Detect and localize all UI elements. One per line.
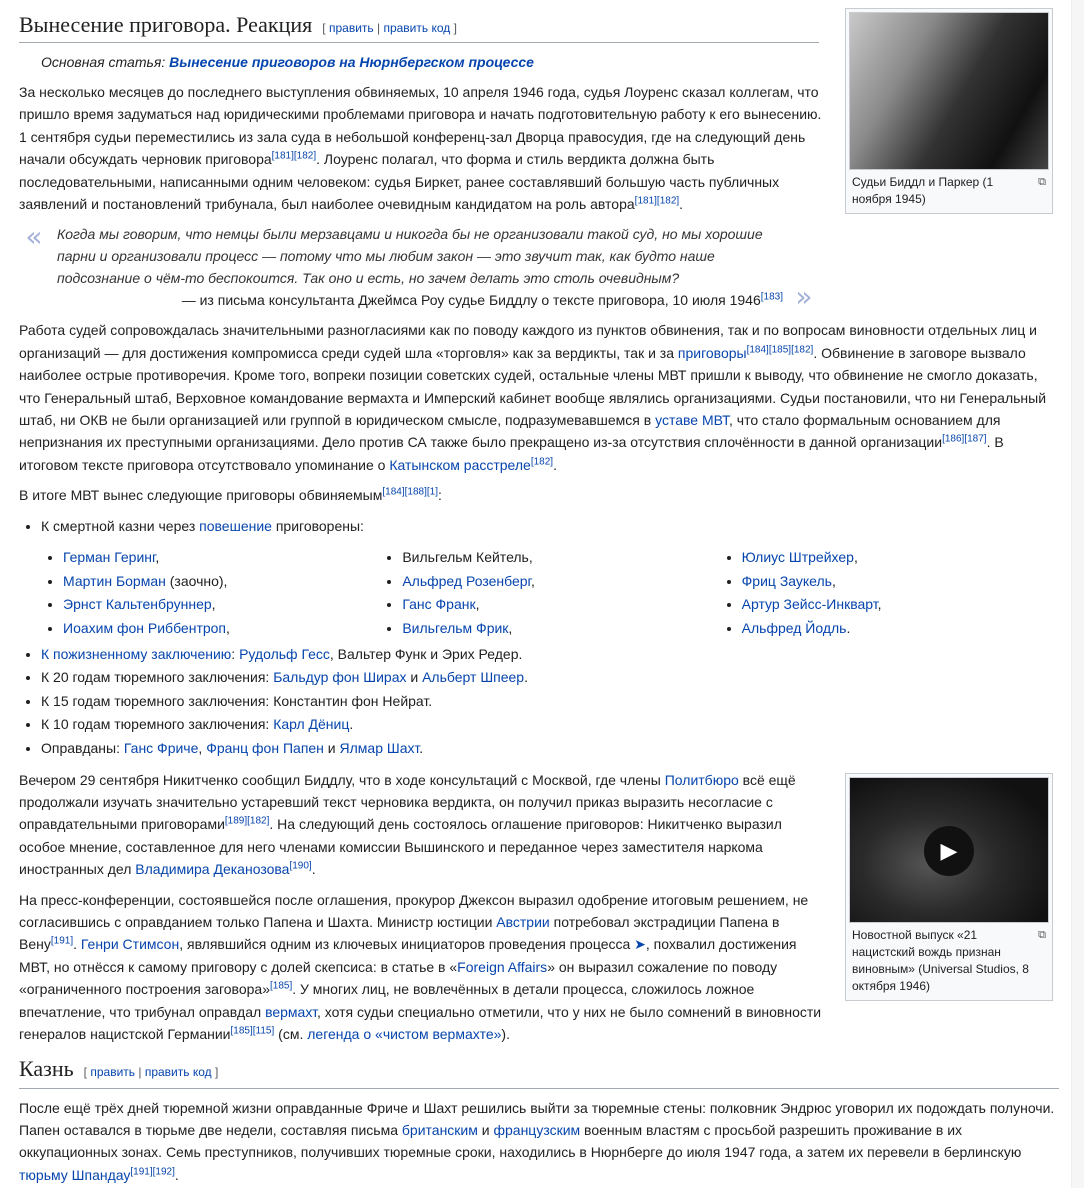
- text: .: [349, 716, 354, 733]
- magnify-icon[interactable]: ⧉: [1038, 176, 1046, 188]
- reference: [382, 487, 404, 498]
- reference-link[interactable]: [183]: [760, 291, 783, 303]
- edit-link[interactable]: править: [90, 1064, 136, 1079]
- list-item: [402, 593, 719, 617]
- death-sentence-column: [380, 546, 719, 640]
- edit-links: [84, 1065, 219, 1079]
- reference: [272, 151, 294, 162]
- text: , Вальтер Функ и Эрих Редер.: [329, 645, 523, 662]
- section-title: Вынесение приговора. Реакция: [19, 12, 313, 37]
- text: , что стало формальным основанием для непризнания их преступными организациями. Дело против СА также было прекращено из-за отсутствия сплочённости в данной организации: [19, 412, 1001, 451]
- blockquote: [19, 220, 819, 314]
- text: Работа судей сопровождалась значительными разногласиями как по поводу каждого из пунктов обвинения, так и по вопросам виновности отдельных лиц и организаций — для достижения компромисса среди судей шла «торговля» как за вердикты, так и за: [19, 322, 1037, 361]
- text: ,: [508, 620, 513, 637]
- list-item: [742, 617, 1059, 641]
- text: ,: [530, 572, 535, 589]
- reference: [942, 434, 964, 445]
- reference: [427, 487, 438, 498]
- text: .: [846, 620, 851, 637]
- other-sentences-list: [19, 643, 1059, 761]
- text: За несколько месяцев до последнего выступления обвиняемых, 10 апреля 1946 года, судья Лоуренс сказал коллегам, что пришло время задуматься над юридическими проблемами приговора и начать подготовительную работу к его вынесению. 1 сентября судьи переместились из зала суда в небольшой конференц-зал Дворца правосудия, где на следующий день начали обсуждать черновик приговора: [19, 84, 822, 168]
- reference: [964, 434, 986, 445]
- list-item: [63, 546, 380, 570]
- list-item: [41, 713, 1059, 737]
- list-item: [742, 546, 1059, 570]
- reference-link[interactable]: [192]: [152, 1166, 175, 1178]
- text: (см.: [274, 1026, 308, 1043]
- reference: [405, 487, 427, 498]
- paragraph: [19, 484, 1059, 506]
- text: ,: [831, 572, 836, 589]
- edit-links: [322, 21, 457, 35]
- text: К 15 годам тюремного заключения: Константин фон Нейрат.: [41, 692, 433, 709]
- wiki-link[interactable]: Бальдур фон Ширах: [273, 669, 407, 686]
- text: ).: [501, 1026, 510, 1043]
- text: В итоге МВТ вынес следующие приговоры обвиняемым: [19, 487, 383, 504]
- wiki-link[interactable]: Foreign Affairs: [457, 958, 548, 975]
- text: :: [231, 645, 240, 662]
- photo-biddle-parker[interactable]: [849, 12, 1049, 170]
- text: :: [437, 487, 442, 504]
- paragraph: [19, 319, 1059, 476]
- page-edge: [1071, 0, 1084, 1188]
- wiki-link[interactable]: Эрнст Кальтенбруннер: [63, 596, 212, 613]
- wiki-link[interactable]: Рудольф Гесс: [239, 645, 330, 662]
- list-item: [63, 570, 380, 594]
- reference: [247, 816, 269, 827]
- article-content: [19, 0, 1059, 1188]
- text: Вильгельм Кейтель,: [402, 549, 533, 566]
- text: Вечером 29 сентября Никитченко сообщил Биддлу, что в ходе консультаций с Москвой, где члены: [19, 771, 665, 788]
- reference: [51, 936, 73, 947]
- reference-link[interactable]: [185]: [768, 344, 792, 356]
- quote-text: Когда мы говорим, что немцы были мерзавцами и никогда бы не организовали такой суд, но мы хорошие парни и организовали процесс — потому что мы любим закон — это звучит так, как будто наше подсознание о чём-то беспокоится. Так оно и есть, но зачем делать это столь очевидным?: [57, 226, 763, 287]
- play-icon[interactable]: ▶: [924, 826, 974, 876]
- reference-link[interactable]: [182]: [293, 150, 317, 162]
- text: .: [524, 669, 528, 686]
- text: .: [679, 196, 684, 213]
- text: .: [174, 1166, 179, 1183]
- text: На пресс-конференции, состоявшейся после оглашения, прокурор Джексон выразил одобрение итоговым решением, не согласившись с оправданием только Папена и Шахта. Министр юстиции: [19, 891, 809, 931]
- text: .: [553, 456, 557, 473]
- reference-link[interactable]: [189]: [224, 815, 248, 827]
- reference-link[interactable]: [181]: [271, 150, 294, 162]
- wiki-link[interactable]: британским: [401, 1121, 478, 1138]
- text: , хотя судьи специально отметили, что у них не было сомнений в виновности генералов нацистской Германии: [19, 1003, 822, 1043]
- wiki-link[interactable]: Альфред Розенберг: [402, 572, 531, 589]
- text: ,: [155, 549, 160, 566]
- text: .: [419, 740, 424, 757]
- hatnote-label: Основная статья:: [41, 54, 170, 70]
- quote-body: [49, 223, 789, 311]
- text: К 10 годам тюремного заключения:: [41, 716, 274, 733]
- text: . У многих лиц, не вовлечённых в детали процесса, сложилось ложное впечатление, что трибунал оправдал: [19, 981, 755, 1020]
- wiki-link[interactable]: ➤: [634, 936, 646, 953]
- reference: [769, 344, 791, 355]
- reference-link[interactable]: [188]: [404, 486, 427, 498]
- magnify-icon[interactable]: ⧉: [1038, 928, 1046, 941]
- reference: [531, 456, 553, 467]
- paragraph: [19, 1097, 1059, 1187]
- reference: [289, 861, 311, 872]
- wiki-link[interactable]: Альфред Йодль: [741, 620, 847, 637]
- wiki-link[interactable]: приговоры: [677, 344, 747, 361]
- section-heading: [19, 1056, 1059, 1086]
- list-item: [63, 617, 380, 641]
- text: . Лоуренс полагал, что форма и стиль вердикта должна быть последовательными, написанными одним человеком: судья Биркет, ранее составлявший большую часть публичных заявлений и постановлений трибунала, был наиболее очевидным кандидатом на роль автора: [19, 151, 780, 213]
- wiki-link[interactable]: Франц фон Папен: [206, 740, 324, 757]
- text: потребовал экстрадиции Папена в Вену: [19, 914, 780, 953]
- reference-link[interactable]: [182]: [656, 195, 680, 207]
- text: ,: [475, 596, 480, 613]
- edit-code-link[interactable]: править код: [144, 1064, 212, 1079]
- text: и: [323, 740, 340, 757]
- wiki-link[interactable]: тюрьму Шпандау: [19, 1166, 131, 1183]
- text: и: [406, 669, 423, 686]
- separator: |: [138, 1064, 142, 1079]
- list-item: [41, 666, 1059, 690]
- text: ,: [226, 620, 230, 637]
- death-sentence-columns: [19, 546, 1059, 640]
- wiki-link[interactable]: Ялмар Шахт: [339, 740, 420, 757]
- text: ,: [853, 549, 858, 566]
- separator: |: [376, 21, 381, 35]
- text: К 20 годам тюремного заключения:: [41, 669, 274, 686]
- reference-link[interactable]: [182]: [530, 456, 554, 468]
- text: приговорены:: [271, 517, 364, 534]
- wiki-link[interactable]: уставе МВТ: [655, 412, 730, 429]
- reference-link[interactable]: [115]: [252, 1025, 275, 1037]
- wiki-link[interactable]: Владимира Деканозова: [135, 861, 290, 878]
- reference: [153, 1166, 175, 1177]
- wiki-link[interactable]: Политбюро: [664, 771, 739, 788]
- reference-link[interactable]: [185]: [230, 1025, 253, 1037]
- wiki-link[interactable]: легенда о «чистом вермахте»: [307, 1026, 502, 1043]
- reference: [294, 151, 316, 162]
- text: . В итоговом тексте приговора отсутствовало упоминание о: [19, 434, 1004, 473]
- wiki-link[interactable]: Фриц Заукель: [741, 572, 832, 589]
- text: ,: [211, 596, 216, 613]
- figure-caption: Судьи Биддл и Паркер (1 ноября 1945): [852, 175, 994, 206]
- reference-link[interactable]: [191]: [130, 1166, 153, 1178]
- quote-close-icon: »: [795, 280, 813, 314]
- list-item: [41, 737, 1059, 761]
- text: .: [311, 861, 316, 878]
- reference-link[interactable]: [182]: [791, 344, 814, 356]
- quote-source: [57, 289, 783, 311]
- text: К смертной казни через: [41, 517, 200, 534]
- list-item: [742, 570, 1059, 594]
- figure-judges: [845, 8, 1053, 214]
- wiki-link[interactable]: Ганс Фриче: [123, 740, 199, 757]
- wiki-link[interactable]: вермахт: [265, 1003, 318, 1020]
- sentences-list: [19, 515, 1059, 539]
- bracket: ]: [453, 21, 457, 35]
- section-heading: [19, 12, 819, 43]
- wiki-link[interactable]: Катынском расстреле: [389, 456, 531, 473]
- bracket: ]: [214, 1064, 219, 1079]
- text: (заочно),: [165, 572, 228, 589]
- figure-newsreel: [845, 773, 1053, 1001]
- list-item: [63, 593, 380, 617]
- wiki-link[interactable]: Юлиус Штрейхер: [741, 549, 854, 566]
- wiki-link[interactable]: повешение: [199, 517, 272, 534]
- reference-link[interactable]: [190]: [289, 860, 312, 872]
- list-item: [41, 515, 1059, 539]
- list-item: [41, 690, 1059, 714]
- reference-link[interactable]: [182]: [247, 815, 270, 827]
- wiki-link[interactable]: Альберт Шпеер: [422, 669, 525, 686]
- wiki-link[interactable]: Карл Дёниц: [273, 716, 350, 733]
- text: , являвшийся одним из ключевых инициаторов проведения процесса: [179, 936, 635, 953]
- text: военным властям с просьбой разрешить проживание в их оккупационных зонах. Семь преступников, получивших тюремные сроки, находились в Нюрнберге до июля 1947 года, а затем их перевели в берлинскую: [19, 1121, 1022, 1161]
- reference-link[interactable]: [186]: [942, 433, 965, 445]
- text: После ещё трёх дней тюремной жизни оправданные Фриче и Шахт решились выйти за тюремные стены: полковник Эндрюс уговорил их подождать полуночи. Папен оставался в тюрьме две недели, составляя письма: [19, 1099, 1055, 1138]
- reference-link[interactable]: [184]: [382, 486, 405, 498]
- quote-source-text: — из письма консультанта Джеймса Роу судье Биддлу о тексте приговора, 10 июля 1946: [181, 292, 761, 309]
- wiki-link[interactable]: французским: [493, 1121, 581, 1138]
- reference: [253, 1025, 275, 1036]
- death-sentence-column: [720, 546, 1059, 640]
- reference: [791, 344, 813, 355]
- death-sentence-column: [41, 546, 380, 640]
- text: .: [73, 936, 81, 953]
- reference: [231, 1025, 253, 1036]
- wiki-link[interactable]: Ганс Франк: [402, 596, 476, 613]
- section-divider: [19, 1088, 1059, 1089]
- reference: [761, 292, 783, 303]
- wiki-link[interactable]: Генри Стимсон: [80, 936, 180, 953]
- edit-code-link[interactable]: править код: [383, 21, 451, 35]
- reference: [657, 195, 679, 206]
- reference-link[interactable]: [181]: [634, 195, 657, 207]
- reference: [635, 195, 657, 206]
- wiki-link[interactable]: Иоахим фон Риббентроп: [63, 620, 227, 637]
- wiki-link[interactable]: К пожизненному заключению: [41, 645, 232, 662]
- bracket: [: [322, 21, 326, 35]
- reference: [130, 1166, 152, 1177]
- reference-link[interactable]: [187]: [964, 433, 987, 445]
- list-item: [402, 617, 719, 641]
- wiki-link[interactable]: Герман Геринг: [63, 549, 156, 566]
- figure-caption: Новостной выпуск «21 нацистский вождь признан виновным» (Universal Studios, 8 октября 1946): [852, 927, 1029, 993]
- reference-link[interactable]: [185]: [269, 980, 293, 992]
- reference: [747, 344, 769, 355]
- main-article-link[interactable]: Вынесение приговоров на Нюрнбергском процессе: [169, 54, 534, 70]
- list-item: [41, 643, 1059, 667]
- wiki-link[interactable]: Мартин Борман: [63, 572, 166, 589]
- bracket: [: [83, 1064, 87, 1079]
- video-newsreel[interactable]: [849, 777, 1049, 923]
- text: всё ещё продолжали изучать значительно устаревший текст черновика вердикта, он получил приказ выразить несогласие с оправдательными приговорами: [19, 771, 796, 833]
- text: , похвалил достижения МВТ, но отнёсся к самому приговору с долей скепсиса: в статье в «: [19, 936, 797, 975]
- wiki-link[interactable]: Артур Зейсс-Инкварт: [741, 596, 878, 613]
- wiki-link[interactable]: Вильгельм Фрик: [402, 620, 509, 637]
- text: . Обвинение в заговоре вызвало наиболее острые противоречия. Кроме того, вопреки позиции советских судей, остальные члены МВТ пришли к выводу, что обвинение не смогло доказать, что Генеральный штаб, Верховное командование вермахта и Имперский кабинет вообще являлись организациями. Судьи постановили, что ни Генеральный штаб, ни ОКВ не были организацией или группой в юридическом смысле, подразумевавшемся в: [19, 344, 1047, 429]
- quote-open-icon: «: [25, 220, 43, 254]
- text: » он выразил сожаление по поводу «ограниченного построения заговора»: [19, 958, 778, 998]
- text: ,: [877, 596, 882, 613]
- list-item: [402, 546, 719, 570]
- text: Оправданы:: [41, 740, 124, 757]
- text: . На следующий день состоялось оглашение приговоров: Никитченко выразил особое мнение, составленное для него членами комиссии Вышинского и переданное через заместителя наркома иностранных дел: [19, 816, 782, 878]
- reference: [270, 981, 292, 992]
- section-title: Казнь: [19, 1055, 74, 1081]
- list-item: [742, 593, 1059, 617]
- list-item: [402, 570, 719, 594]
- reference-link[interactable]: [191]: [50, 935, 74, 947]
- reference-link[interactable]: [184]: [746, 344, 769, 356]
- reference-link[interactable]: [1]: [426, 486, 438, 498]
- reference: [225, 816, 247, 827]
- edit-link[interactable]: править: [328, 21, 374, 35]
- text: ,: [198, 740, 207, 757]
- wiki-link[interactable]: Австрии: [496, 914, 550, 931]
- text: и: [477, 1121, 494, 1138]
